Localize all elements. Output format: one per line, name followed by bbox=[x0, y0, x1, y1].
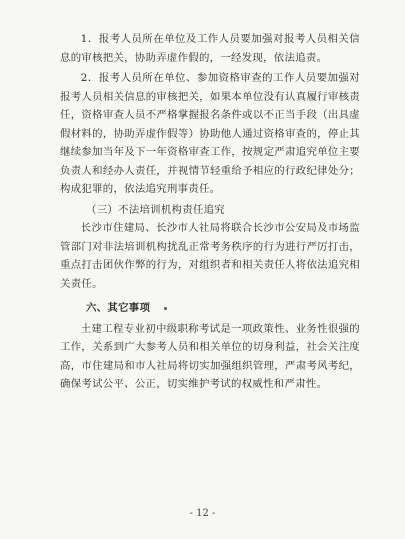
paragraph-2: 2．报考人员所在单位、参加资格审查的工作人员要加强对报考人员相关信息的审核把关，如果本单位没有认真履行审核责任，资格审查人员不严格掌握报名条件或以不正当手段（出具虚假材料的，协助弄虚作假等）协助他人通过资格审查的，停止其继续参加当年及下一年资格审查工作，按规定严肃追究单位主要负责人和经办人责任，并视情节轻重给予相应的行政纪律处分；构成犯罪的，依法追究刑事责任。 bbox=[60, 72, 360, 195]
paragraph-4: 土建工程专业初中级职称考试是一项政策性、业务性很强的工作，关系到广大参考人员和相关单位的切身利益，社会关注度高，市住建局和市人社局将切实加强组织管理，严肃考风考纪，确保考试公平、公正，切实维护考试的权威性和严肃性。 bbox=[60, 322, 360, 390]
subheading-3: （三）不法培训机构责任追究 bbox=[86, 203, 225, 216]
stray-dot-mark bbox=[164, 307, 167, 310]
section-heading-6 bbox=[60, 299, 360, 318]
paragraph-3: 长沙市住建局、长沙市人社局将联合长沙市公安局及市场监管部门对非法培训机构扰乱正常考务秩序的行为进行严厉打击，重点打击团伙作弊的行为，对组织者和相关责任人将依法追究相关责任。 bbox=[60, 222, 360, 290]
paragraph-1: 1．报考人员所在单位及工作人员要加强对报考人员相关信息的审核把关，协助弄虚作假的，一经发现，依法追责。 bbox=[60, 33, 360, 64]
section-heading-text: 六、其它事项 bbox=[86, 302, 151, 314]
page-number: - 12 - bbox=[189, 508, 216, 519]
